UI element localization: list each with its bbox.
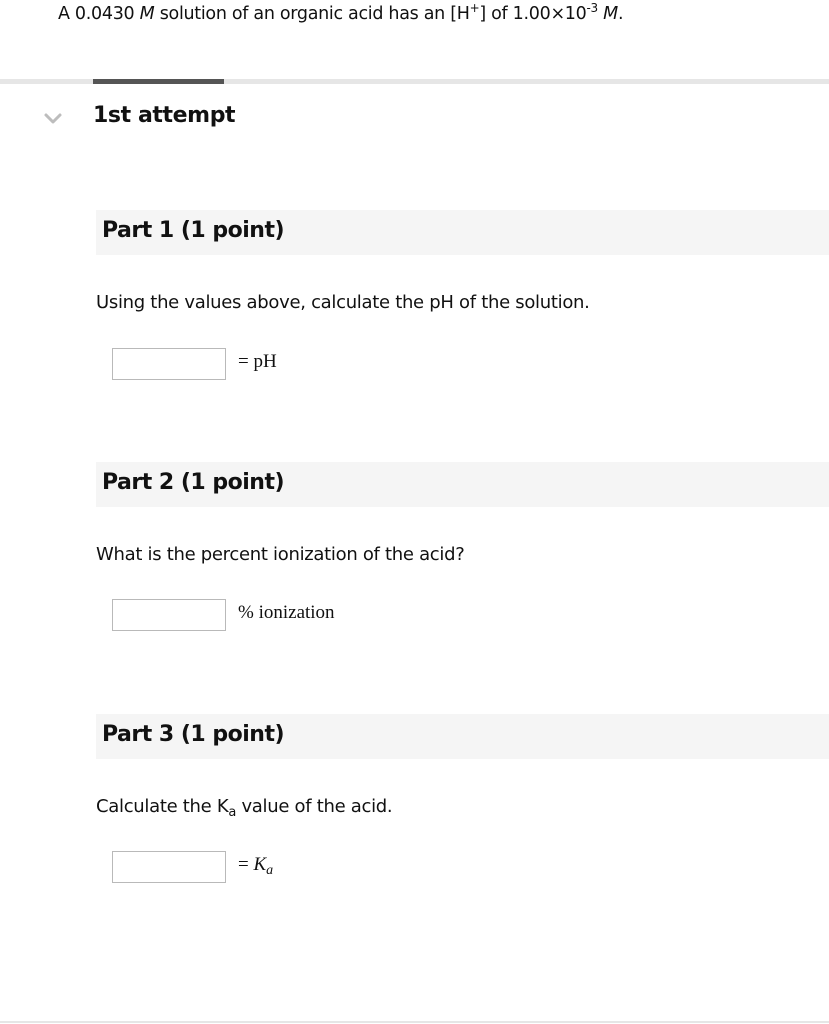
problem-statement: A 0.0430 M solution of an organic acid has an [H+] of $1.00\times 10^{-3}$ M.: [58, 1, 624, 24]
part-3-question: Calculate the $K_a$ value of the acid.: [96, 796, 393, 820]
part-1-question: Using the values above, calculate the pH of the solution.: [96, 292, 590, 313]
ka-answer-input[interactable]: [112, 851, 226, 883]
footer-divider: [0, 1021, 829, 1023]
part-1-title: Part 1 (1 point): [102, 218, 285, 243]
ph-answer-input[interactable]: [112, 348, 226, 380]
part-2-header: [96, 462, 829, 507]
part-3-header: [96, 714, 829, 759]
part-2-question: What is the percent ionization of the acid?: [96, 544, 465, 565]
attempt-title[interactable]: 1st attempt: [93, 103, 236, 128]
molar-unit: M: [139, 4, 155, 24]
ph-unit-label: = pH: [238, 351, 277, 372]
percent-ionization-input[interactable]: [112, 599, 226, 631]
ka-unit-label: = $K_a$: [238, 854, 274, 878]
percent-ionization-unit-label: % ionization: [238, 602, 335, 623]
part-1-header: [96, 210, 829, 255]
part-2-title: Part 2 (1 point): [102, 470, 285, 495]
attempt-tab-indicator[interactable]: [93, 79, 224, 84]
part-3-title: Part 3 (1 point): [102, 722, 285, 747]
chevron-down-icon[interactable]: [43, 112, 63, 126]
